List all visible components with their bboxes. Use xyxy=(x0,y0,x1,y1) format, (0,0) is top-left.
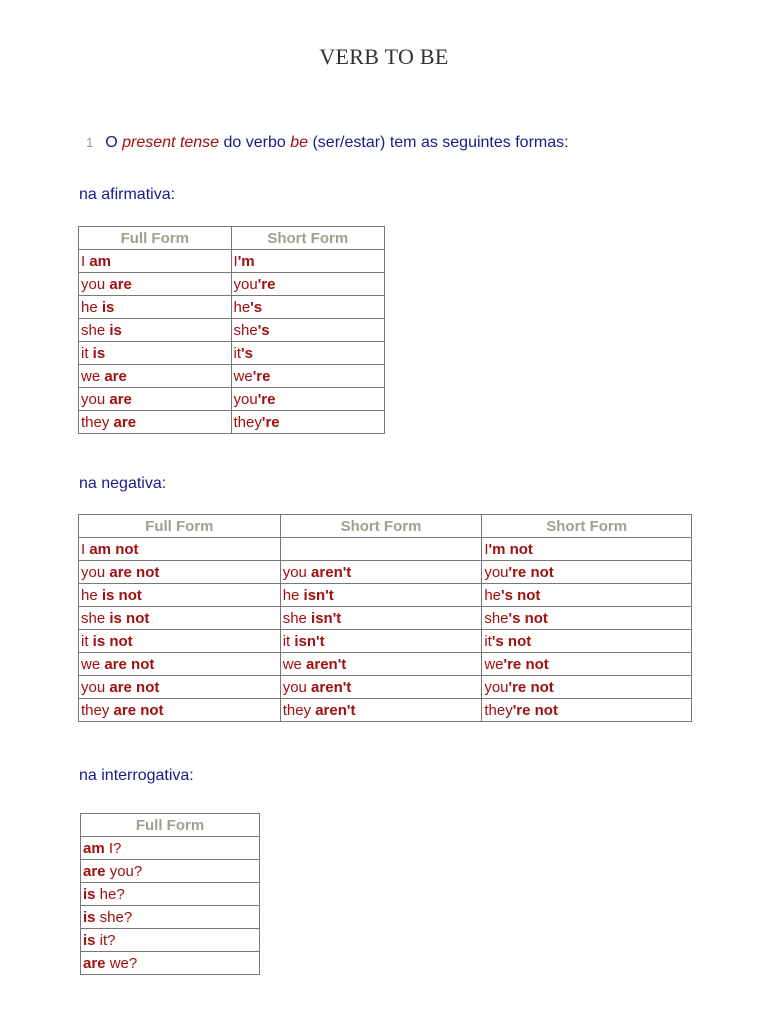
table-cell xyxy=(79,607,281,630)
verb-part: aren't xyxy=(311,678,352,696)
pronoun-part: she xyxy=(233,321,258,339)
verb-part: 're not xyxy=(508,563,554,581)
table-row xyxy=(81,860,260,883)
table-row xyxy=(79,411,385,434)
table-cell xyxy=(482,653,692,676)
pronoun-part: we xyxy=(81,655,105,673)
table-cell xyxy=(482,630,692,653)
table-cell xyxy=(81,952,260,975)
verb-part: 's not xyxy=(508,609,548,627)
table-cell xyxy=(79,561,281,584)
pronoun-part: he xyxy=(81,298,102,316)
affirmative-label: na afirmativa: xyxy=(79,186,176,203)
verb-part: 're xyxy=(261,413,280,431)
verb-part: 're xyxy=(257,275,276,293)
list-number: 1 xyxy=(86,135,94,150)
table-cell xyxy=(231,273,384,296)
verb-part: 're xyxy=(257,390,276,408)
table-cell xyxy=(482,538,692,561)
pronoun-part: it xyxy=(484,632,492,650)
pronoun-part: they xyxy=(282,701,316,719)
verb-part: 's not xyxy=(501,586,541,604)
verb-part: is xyxy=(101,298,115,316)
pronoun-part: I xyxy=(81,540,90,558)
verb-part: am xyxy=(83,839,105,857)
pronoun-part: they xyxy=(484,701,513,719)
table-cell xyxy=(79,342,232,365)
table-row xyxy=(81,929,260,952)
pronoun-part: she xyxy=(282,609,312,627)
pronoun-part: he xyxy=(81,586,102,604)
verb-part: 's xyxy=(250,298,263,316)
pronoun-part: she? xyxy=(95,908,133,926)
table-cell xyxy=(280,584,482,607)
verb-part: 're not xyxy=(508,678,554,696)
column-header: Short Form xyxy=(231,227,384,250)
verb-part: are not xyxy=(104,655,155,673)
verb-part: are xyxy=(83,954,106,972)
table-row xyxy=(79,699,692,722)
pronoun-part: I xyxy=(81,252,90,270)
table-cell xyxy=(81,883,260,906)
pronoun-part: we xyxy=(282,655,307,673)
verb-part: is xyxy=(109,321,122,339)
verb-part: is not xyxy=(109,609,150,627)
table-row xyxy=(79,365,385,388)
intro-text-middle: do verbo xyxy=(219,134,291,151)
table-row xyxy=(79,250,385,273)
verb-part: 're xyxy=(252,367,271,385)
table-cell xyxy=(231,365,384,388)
verb-part: isn't xyxy=(294,632,325,650)
verb-part: 's xyxy=(257,321,270,339)
pronoun-part: you xyxy=(282,678,312,696)
verb-part: is xyxy=(83,885,96,903)
table-cell xyxy=(79,388,232,411)
table-cell xyxy=(79,273,232,296)
pronoun-part: she xyxy=(484,609,509,627)
verb-part: aren't xyxy=(311,563,352,581)
verb-part: aren't xyxy=(306,655,347,673)
table-cell xyxy=(280,561,482,584)
table-cell xyxy=(482,607,692,630)
pronoun-part: I xyxy=(233,252,238,270)
intro-text-after: (ser/estar) tem as seguintes formas: xyxy=(308,134,569,151)
pronoun-part: you xyxy=(81,275,110,293)
pronoun-part: he? xyxy=(95,885,125,903)
pronoun-part: they xyxy=(233,413,262,431)
verb-part: are not xyxy=(109,678,160,696)
column-header: Full Form xyxy=(81,814,260,837)
table-row xyxy=(79,342,385,365)
column-header: Full Form xyxy=(79,515,281,538)
table-cell xyxy=(231,319,384,342)
pronoun-part: it xyxy=(81,632,93,650)
verb-part: are not xyxy=(109,563,160,581)
affirmative-table xyxy=(78,226,385,434)
verb-part: are xyxy=(104,367,127,385)
table-row xyxy=(79,676,692,699)
interrogative-header-row xyxy=(81,814,260,837)
table-row xyxy=(79,273,385,296)
pronoun-part: it xyxy=(233,344,242,362)
verb-part: 're not xyxy=(512,701,558,719)
table-cell xyxy=(482,676,692,699)
table-cell xyxy=(79,365,232,388)
verb-part: are not xyxy=(113,701,164,719)
table-row xyxy=(79,561,692,584)
table-cell xyxy=(81,929,260,952)
pronoun-part: we xyxy=(81,367,105,385)
pronoun-part: I xyxy=(484,540,489,558)
verb-part: isn't xyxy=(303,586,334,604)
table-cell xyxy=(81,860,260,883)
pronoun-part: she xyxy=(81,321,110,339)
verb-part: is xyxy=(83,931,96,949)
table-cell xyxy=(79,538,281,561)
table-cell xyxy=(231,250,384,273)
verb-part: are xyxy=(109,275,132,293)
table-row xyxy=(79,319,385,342)
pronoun-part: you xyxy=(81,390,110,408)
table-cell xyxy=(280,607,482,630)
pronoun-part: she xyxy=(81,609,110,627)
table-row xyxy=(79,630,692,653)
pronoun-part: you xyxy=(81,563,110,581)
pronoun-part: he xyxy=(484,586,502,604)
pronoun-part: he xyxy=(233,298,251,316)
verb-part: isn't xyxy=(311,609,342,627)
pronoun-part: it xyxy=(81,344,93,362)
pronoun-part: they xyxy=(81,413,114,431)
interrogative-label: na interrogativa: xyxy=(79,767,194,784)
table-cell xyxy=(280,538,482,561)
table-cell xyxy=(79,319,232,342)
affirmative-header-row xyxy=(79,227,385,250)
pronoun-part: it? xyxy=(95,931,116,949)
table-row xyxy=(79,388,385,411)
interrogative-table xyxy=(80,813,260,975)
table-cell xyxy=(482,699,692,722)
column-header: Short Form xyxy=(280,515,482,538)
table-cell xyxy=(231,342,384,365)
pronoun-part: it xyxy=(282,632,295,650)
table-row xyxy=(81,883,260,906)
table-cell xyxy=(79,296,232,319)
verb-part: 's not xyxy=(491,632,532,650)
table-cell xyxy=(280,653,482,676)
verb-part: am xyxy=(89,252,112,270)
table-cell xyxy=(79,630,281,653)
intro-paragraph xyxy=(86,134,569,152)
pronoun-part: we? xyxy=(105,954,138,972)
table-cell xyxy=(79,653,281,676)
pronoun-part: he xyxy=(282,586,304,604)
table-row xyxy=(81,952,260,975)
verb-part: am not xyxy=(89,540,139,558)
verb-part: are xyxy=(83,862,106,880)
table-cell xyxy=(231,411,384,434)
verb-part: aren't xyxy=(315,701,356,719)
pronoun-part: I? xyxy=(104,839,122,857)
table-row xyxy=(79,538,692,561)
table-cell xyxy=(482,584,692,607)
verb-part: is not xyxy=(101,586,142,604)
table-cell xyxy=(231,388,384,411)
table-cell xyxy=(280,699,482,722)
pronoun-part: you xyxy=(81,678,110,696)
verb-part: 're not xyxy=(503,655,549,673)
table-row xyxy=(81,906,260,929)
table-cell xyxy=(482,561,692,584)
table-cell xyxy=(280,676,482,699)
table-row xyxy=(81,837,260,860)
verb-part: is xyxy=(92,344,106,362)
pronoun-part: you? xyxy=(105,862,143,880)
intro-text-before: O xyxy=(105,134,123,151)
table-cell xyxy=(79,584,281,607)
verb-part: are xyxy=(113,413,137,431)
table-cell xyxy=(79,250,232,273)
negative-table xyxy=(78,514,692,722)
pronoun-part: we xyxy=(233,367,253,385)
column-header: Full Form xyxy=(79,227,232,250)
table-cell xyxy=(81,837,260,860)
table-cell xyxy=(79,699,281,722)
pronoun-part: you xyxy=(484,678,509,696)
verb-part: is xyxy=(83,908,96,926)
table-cell xyxy=(231,296,384,319)
table-cell xyxy=(79,411,232,434)
verb-part: 'm not xyxy=(488,540,533,558)
intro-present-tense: present tense xyxy=(122,134,220,151)
verb-part: is not xyxy=(92,632,133,650)
table-cell xyxy=(280,630,482,653)
pronoun-part: we xyxy=(484,655,504,673)
verb-part: 's xyxy=(241,344,253,362)
table-row xyxy=(79,607,692,630)
table-row xyxy=(79,296,385,319)
negative-header-row xyxy=(79,515,692,538)
verb-part: are xyxy=(109,390,132,408)
pronoun-part: you xyxy=(484,563,509,581)
pronoun-part: you xyxy=(282,563,312,581)
table-row xyxy=(79,653,692,676)
negative-label: na negativa: xyxy=(79,475,167,492)
pronoun-part: you xyxy=(233,275,258,293)
table-cell xyxy=(81,906,260,929)
table-cell xyxy=(79,676,281,699)
table-row xyxy=(79,584,692,607)
pronoun-part: you xyxy=(233,390,258,408)
page-title: VERB TO BE xyxy=(319,44,449,69)
intro-be: be xyxy=(290,134,309,151)
column-header: Short Form xyxy=(482,515,692,538)
pronoun-part: they xyxy=(81,701,114,719)
verb-part: 'm xyxy=(237,252,255,270)
